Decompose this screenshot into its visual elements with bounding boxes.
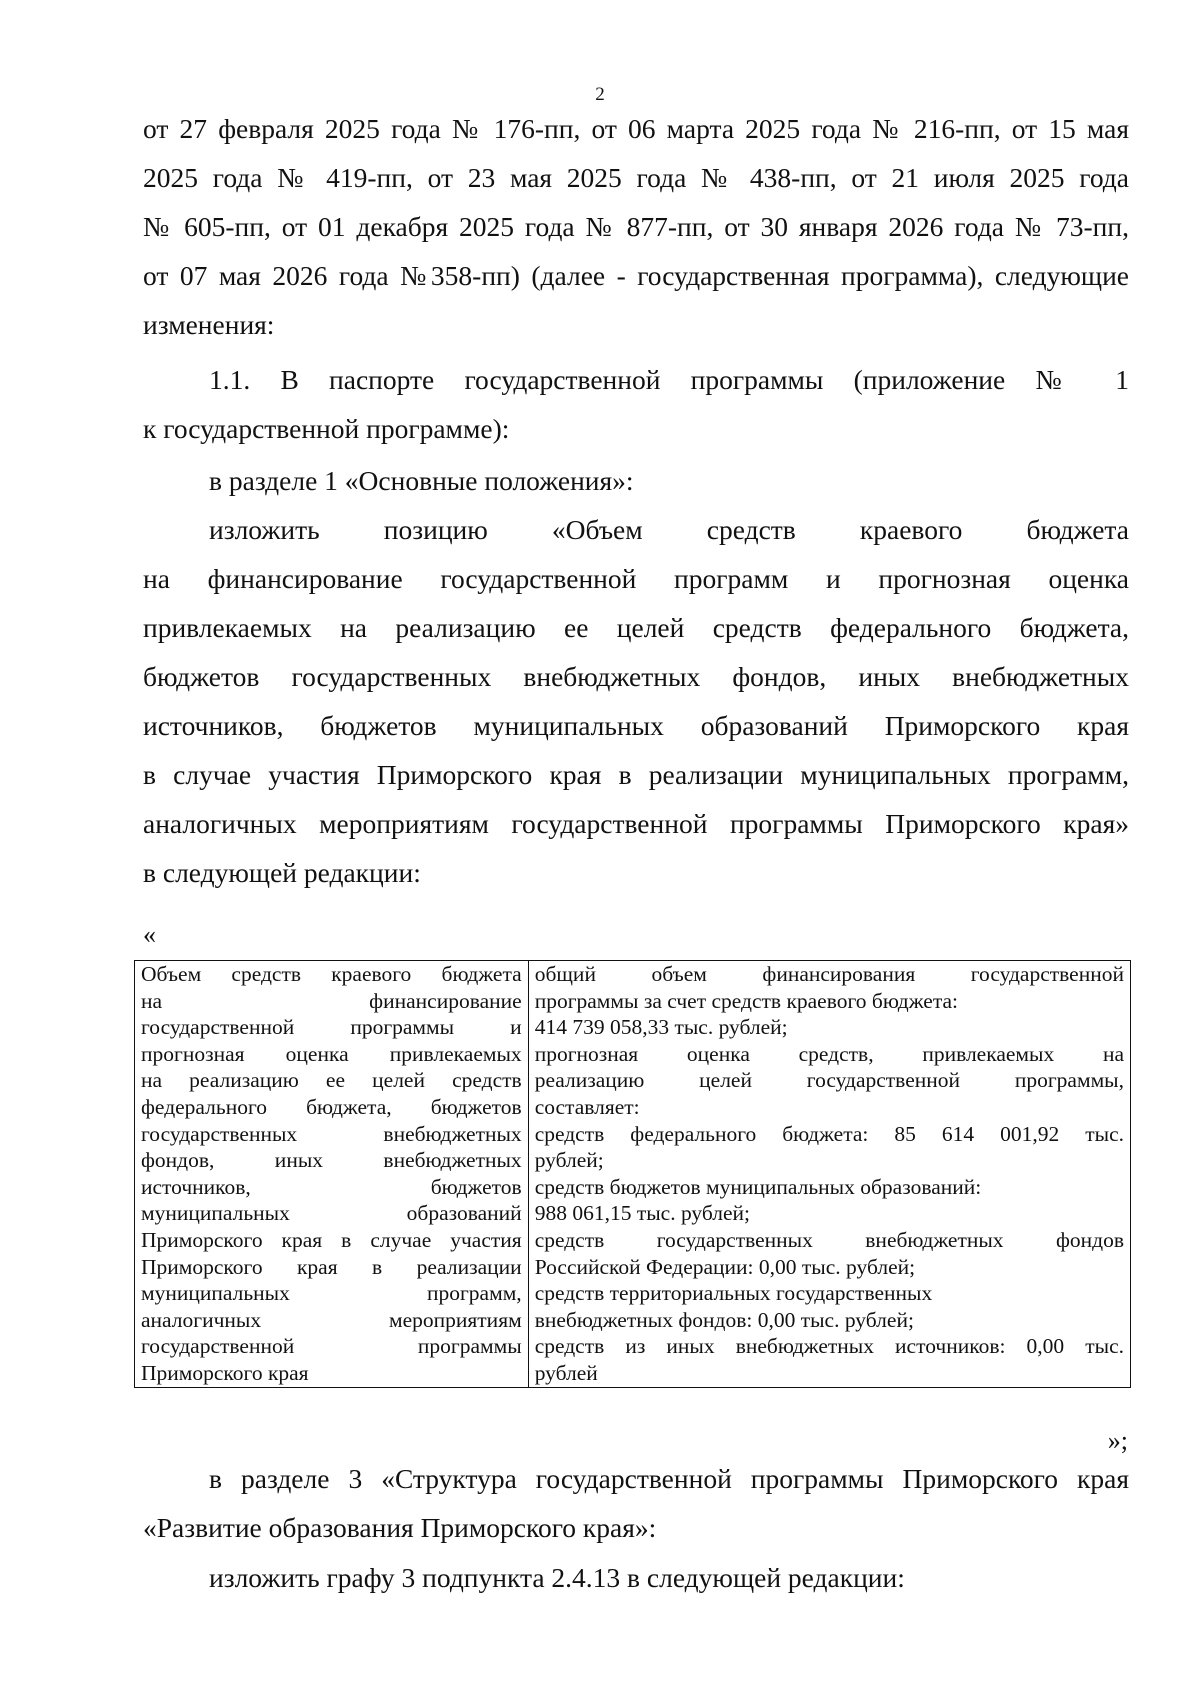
cell-line: аналогичных мероприятиям (141, 1307, 522, 1332)
text-line: в случае участия Приморского края в реализации муниципальных программ, (143, 759, 1129, 790)
section-3-paragraph (143, 1454, 1129, 1552)
cell-line: составляет: (534, 1094, 640, 1119)
cell-line: средств федерального бюджета: 85 614 001,92 тыс. (534, 1121, 1124, 1146)
passport-table (134, 960, 1131, 1388)
text-line: аналогичных мероприятиям государственной программы Приморского края» (143, 808, 1129, 839)
text-line: источников, бюджетов муниципальных образований Приморского края (143, 710, 1129, 741)
text-line: № 605-пп, от 01 декабря 2025 года № 877-пп, от 30 января 2026 года № 73-пп, (143, 211, 1129, 242)
cell-line: Приморского края в случае участия (141, 1227, 522, 1252)
cell-line: федерального бюджета, бюджетов (141, 1094, 522, 1119)
cell-line: внебюджетных фондов: 0,00 тыс. рублей; (534, 1307, 914, 1332)
section-1-paragraph (143, 456, 1129, 505)
text-line: в следующей редакции: (143, 857, 421, 888)
cell-line: фондов, иных внебюджетных (141, 1148, 522, 1173)
item-1-1-paragraph (143, 355, 1129, 453)
intro-paragraph (143, 104, 1129, 349)
cell-line: рублей; (534, 1148, 604, 1173)
cell-line: прогнозная оценка средств, привлекаемых на (534, 1041, 1124, 1066)
text-line: изменения: (143, 309, 275, 340)
expose-paragraph (143, 505, 1129, 897)
cell-line: средств из иных внебюджетных источников: 0,00 тыс. (534, 1334, 1124, 1359)
graph-paragraph (143, 1553, 1129, 1602)
text-line: в разделе 1 «Основные положения»: (209, 465, 634, 496)
cell-line: средств бюджетов муниципальных образований: (534, 1174, 982, 1199)
cell-line: Приморского края (141, 1360, 309, 1385)
cell-line: государственной программы (141, 1334, 522, 1359)
cell-line: рублей (534, 1360, 598, 1385)
text-line: бюджетов государственных внебюджетных фондов, иных внебюджетных (143, 661, 1129, 692)
cell-line: на реализацию ее целей средств (141, 1068, 522, 1093)
table-cell-label (135, 961, 529, 1388)
text-line: изложить графу 3 подпункта 2.4.13 в следующей редакции: (209, 1562, 905, 1593)
page-number: 2 (595, 84, 605, 105)
cell-line: средств государственных внебюджетных фондов (534, 1227, 1124, 1252)
cell-line: Приморского края в реализации (141, 1254, 522, 1279)
text-line: привлекаемых на реализацию ее целей средств федерального бюджета, (143, 612, 1129, 643)
cell-line: государственных внебюджетных (141, 1121, 522, 1146)
cell-line: 988 061,15 тыс. рублей; (534, 1201, 751, 1226)
text-line: в разделе 3 «Структура государственной программы Приморского края (209, 1463, 1129, 1494)
cell-line: Объем средств краевого бюджета (141, 962, 522, 986)
cell-line: общий объем финансирования государственной (534, 962, 1124, 986)
cell-line: программы за счет средств краевого бюджета: (534, 988, 959, 1013)
cell-line: муниципальных образований (141, 1201, 522, 1226)
text-line: на финансирование государственной программ и прогнозная оценка (143, 563, 1129, 594)
text-line: к государственной программе): (143, 413, 510, 444)
text-line: 2025 года № 419-пп, от 23 мая 2025 года № 438-пп, от 21 июля 2025 года (143, 162, 1129, 193)
cell-line: Российской Федерации: 0,00 тыс. рублей; (534, 1254, 916, 1279)
cell-line: 414 739 058,33 тыс. рублей; (534, 1015, 788, 1040)
table-row (135, 961, 1131, 1388)
table-cell-value (528, 961, 1130, 1388)
text-line: 1.1. В паспорте государственной программы (приложение № 1 (209, 364, 1129, 395)
cell-line: государственной программы и (141, 1015, 522, 1040)
cell-line: прогнозная оценка привлекаемых (141, 1041, 522, 1066)
cell-line: на финансирование (141, 988, 522, 1013)
text-line: «Развитие образования Приморского края»: (143, 1512, 657, 1543)
cell-line: муниципальных программ, (141, 1281, 522, 1306)
cell-line: средств территориальных государственных (534, 1281, 933, 1306)
text-line: изложить позицию «Объем средств краевого бюджета (209, 514, 1129, 545)
close-quote: »; (1107, 1426, 1128, 1455)
cell-line: источников, бюджетов (141, 1174, 522, 1199)
open-quote: « (143, 920, 156, 949)
cell-line: реализацию целей государственной программы, (534, 1068, 1124, 1093)
text-line: от 07 мая 2026 года №358-пп) (далее - государственная программа), следующие (143, 260, 1129, 291)
text-line: от 27 февраля 2025 года № 176-пп, от 06 марта 2025 года № 216-пп, от 15 мая (143, 113, 1129, 144)
